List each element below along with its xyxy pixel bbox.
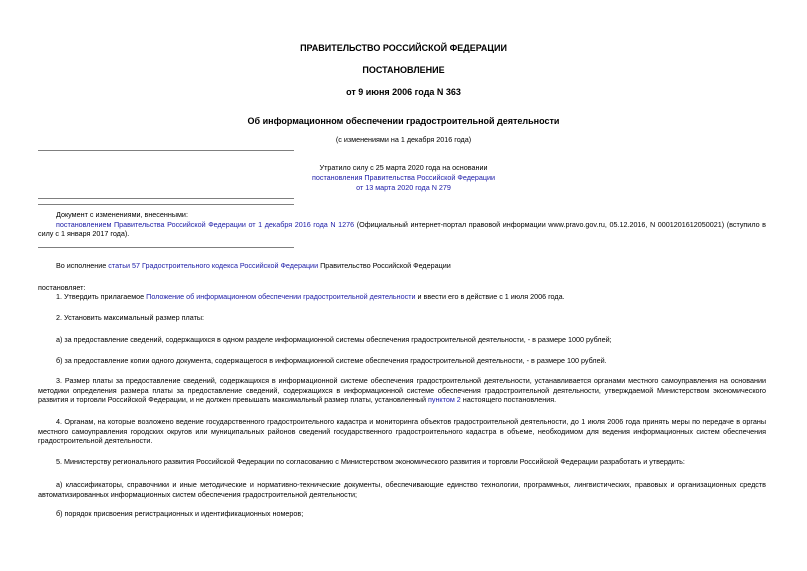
- government-heading: ПРАВИТЕЛЬСТВО РОССИЙСКОЙ ФЕДЕРАЦИИ: [300, 43, 507, 53]
- separator-line: [38, 204, 294, 205]
- code-article-link[interactable]: статьи 57 Градостроительного кодекса Российской Федерации: [108, 261, 319, 270]
- paragraph-text: 5. Министерству регионального развития Российской Федерации по согласованию с Министерством экономического развития и торговли Российской Федерации разработать и утвердить:: [56, 457, 685, 466]
- amending-decree-link[interactable]: постановлением Правительства Российской Федерации от 1 декабря 2016 года N 1276: [56, 219, 355, 229]
- paragraph-1: [38, 292, 766, 302]
- paragraph-5b: [38, 509, 766, 519]
- document-type: ПОСТАНОВЛЕНИЕ: [362, 65, 445, 75]
- item-2-link[interactable]: пунктом 2: [427, 395, 461, 405]
- paragraph-text: 4. Органам, на которые возложено ведение государственного градостроительного кадастра и мониторинга объектов градостроительной деятельности, до 1 июля 2006 года принять меры по передаче в органы местного самоуправления городских округов или муниципальных районов сведений государственного градостроительного кадастра в объеме, необходимом для ведения информационных систем обеспечения градостроительной деятельности.: [38, 417, 766, 446]
- changes-block: [38, 210, 766, 239]
- changes-intro: Документ с изменениями, внесенными:: [56, 210, 188, 219]
- paragraph-3: [38, 376, 766, 405]
- paragraph-text: 3. Размер платы за предоставление сведений, содержащихся в информационной системе обеспечения градостроительной деятельности, устанавливается органами местного самоуправления на основании методики определения размера платы за предоставление сведений, содержащихся в информационной системе обеспечения градостроительной деятельности, утверждаемой Министерством экономического развития и торговли Российской Федерации, и не должен превышать максимальный размер платы, установленный: [38, 376, 766, 405]
- paragraph-text: б) за предоставление копии одного документа, содержащегося в информационной системе обеспечения градостроительной деятельности, - в размере 100 рублей.: [56, 356, 607, 365]
- changes-paragraph: [38, 220, 766, 239]
- paragraph-text: и ввести его в действие с 1 июля 2006 года.: [415, 292, 565, 301]
- paragraph-preamble: [38, 261, 766, 271]
- paragraph-text: а) классификаторы, справочники и иные методические и нормативно-технические документы, обеспечивающие единство технологии, программных, лингвистических, правовых и организационных средств автоматизированных информационных систем обеспечения градостроительной деятельности;: [38, 480, 766, 499]
- paragraph-text: 2. Установить максимальный размер платы:: [56, 313, 205, 322]
- amendment-note: (с изменениями на 1 декабря 2016 года): [335, 135, 472, 144]
- decree-word: постановляет:: [38, 283, 86, 292]
- paragraph-2: [38, 313, 766, 323]
- paragraph-text: 1. Утвердить прилагаемое: [56, 292, 147, 301]
- void-note-link2[interactable]: от 13 марта 2020 года N 279: [356, 183, 451, 192]
- document-title: Об информационном обеспечении градостроительной деятельности: [247, 116, 560, 126]
- void-note-line1: Утратило силу с 25 марта 2020 года на основании: [319, 163, 488, 172]
- preamble-text: Правительство Российской Федерации: [318, 261, 451, 270]
- paragraph-4: [38, 417, 766, 446]
- paragraph-text: а) за предоставление сведений, содержащихся в одном разделе информационной системы обеспечения градостроительной деятельности, - в размере 1000 рублей;: [56, 335, 612, 344]
- void-note-link1[interactable]: постановления Правительства Российской Федерации: [311, 173, 496, 182]
- paragraph-2a: [38, 335, 766, 345]
- separator-line: [38, 247, 294, 248]
- document-date: от 9 июня 2006 года N 363: [346, 87, 461, 97]
- regulation-link[interactable]: Положение об информационном обеспечении градостроительной деятельности: [146, 292, 416, 301]
- changes-rest: (Официальный интернет-портал правовой информации www.pravo.gov.ru, 05.12.2016, N 0001201612050021) (вступило в силу с 1 января 2017 года).: [38, 219, 766, 239]
- preamble-text: Во исполнение: [56, 261, 109, 270]
- paragraph-text: настоящего постановления.: [460, 395, 557, 405]
- paragraph-2b: [38, 356, 766, 366]
- paragraph-5a: [38, 480, 766, 499]
- paragraph-text: б) порядок присвоения регистрационных и идентификационных номеров;: [56, 509, 304, 518]
- separator-line: [38, 150, 294, 151]
- paragraph-5: [38, 457, 766, 467]
- separator-line: [38, 198, 294, 199]
